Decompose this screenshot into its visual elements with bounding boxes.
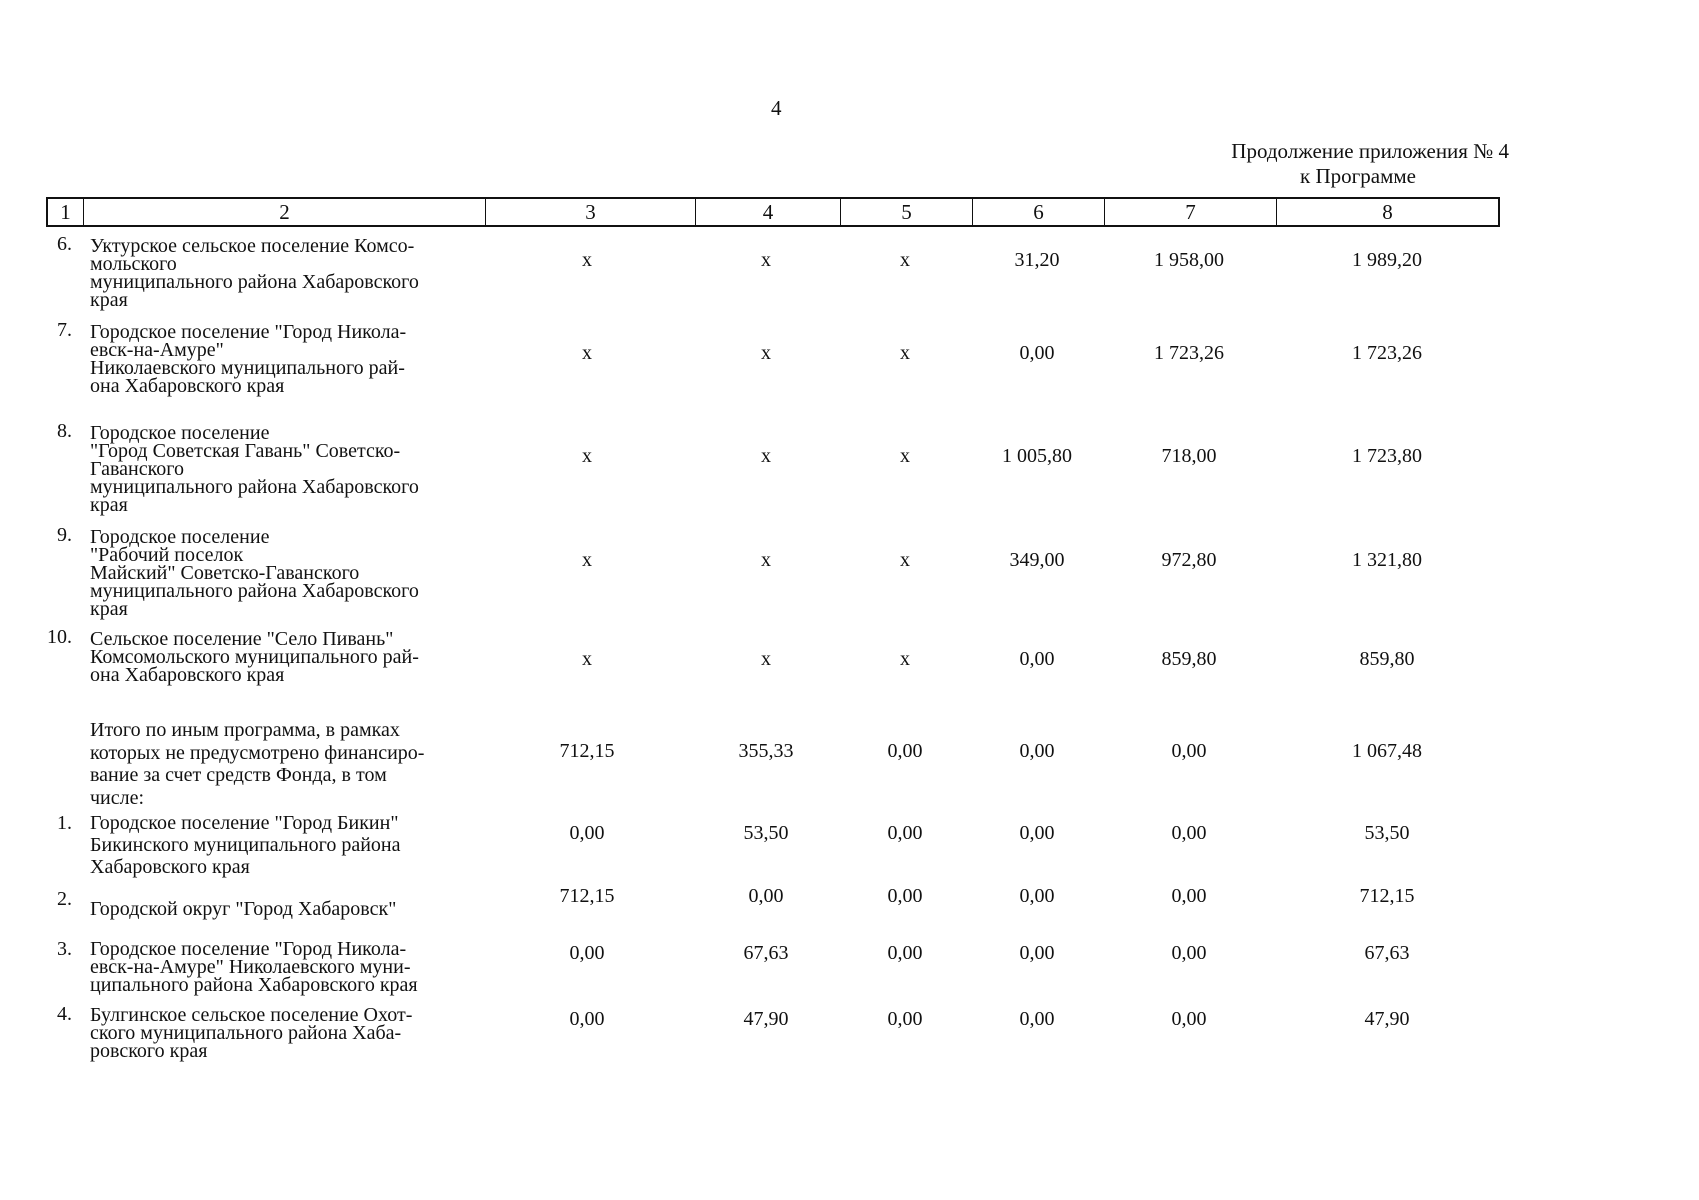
cell-col-3: х [582,342,592,364]
cell-col-6: 0,00 [1019,822,1055,844]
cell-col-4: 53,50 [743,822,789,844]
cell-col-3: х [582,549,592,571]
cell-col-5: х [900,249,910,271]
row-name: Городское поселение "Рабочий поселок Майский" Советско-Гаванского муниципального района Хабаровского края [90,526,419,620]
cell-col-7: 859,80 [1161,648,1217,670]
row-number: 6. [57,233,72,255]
cell-col-5: х [900,648,910,670]
cell-col-5: 0,00 [887,1008,923,1030]
cell-col-6: 1 005,80 [1002,445,1072,467]
cell-col-7: 0,00 [1171,885,1207,907]
cell-col-8: 1 989,20 [1352,249,1422,271]
header-cell-8: 8 [1382,199,1393,224]
cell-col-5: 0,00 [887,885,923,907]
cell-col-5: х [900,445,910,467]
cell-col-4: х [761,648,771,670]
row-name: Булгинское сельское поселение Охот- ского муниципального района Хаба- ровского края [90,1004,413,1062]
cell-col-5: 0,00 [887,942,923,964]
row-name: Городское поселение "Город Советская Гавань" Советско- Гаванского муниципального района Хабаровского края [90,422,419,516]
cell-col-8: 1 723,26 [1352,342,1422,364]
header-cell-7: 7 [1105,199,1277,225]
row-number: 9. [57,524,72,546]
row-number: 8. [57,420,72,442]
cell-col-3: 0,00 [569,942,605,964]
cell-col-3: 0,00 [569,822,605,844]
header-cell-5: 5 [841,199,973,225]
cell-col-8: 53,50 [1364,822,1410,844]
cell-col-4: х [761,445,771,467]
cell-col-7: 972,80 [1161,549,1217,571]
cell-col-7: 0,00 [1171,942,1207,964]
row-name: Итого по иным программа, в рамках которых не предусмотрено финансиро- вание за счет средств Фонда, в том числе: [90,719,425,809]
cell-col-3: 712,15 [559,885,615,907]
cell-col-6: 31,20 [1014,249,1060,271]
cell-col-7: 0,00 [1171,740,1207,762]
cell-col-6: 0,00 [1019,740,1055,762]
cell-col-8: 1 321,80 [1352,549,1422,571]
cell-col-3: х [582,249,592,271]
cell-col-7: 718,00 [1161,445,1217,467]
cell-col-4: 0,00 [748,885,784,907]
row-number: 3. [57,938,72,960]
row-number: 10. [47,626,72,648]
header-cell-4: 4 [696,199,841,225]
column-number-header [46,197,1500,227]
cell-col-6: 0,00 [1019,885,1055,907]
cell-col-4: 47,90 [743,1008,789,1030]
row-name: Городское поселение "Город Бикин" Бикинского муниципального района Хабаровского края [90,812,401,878]
cell-col-7: 1 723,26 [1154,342,1224,364]
cell-col-6: 0,00 [1019,342,1055,364]
cell-col-6: 349,00 [1009,549,1065,571]
cell-col-7: 0,00 [1171,822,1207,844]
cell-col-3: 0,00 [569,1008,605,1030]
appendix-line-2: к Программе [1300,164,1416,188]
row-name: Уктурское сельское поселение Комсо- мольского муниципального района Хабаровского края [90,235,419,311]
cell-col-4: х [761,249,771,271]
cell-col-4: 67,63 [743,942,789,964]
header-cell-2: 2 [84,199,486,225]
header-cell-6: 6 [973,199,1105,225]
cell-col-8: 67,63 [1364,942,1410,964]
cell-col-6: 0,00 [1019,1008,1055,1030]
row-name: Городское поселение "Город Никола- евск-на-Амуре" Николаевского муниципального рай- она Хабаровского края [90,321,407,397]
cell-col-7: 1 958,00 [1154,249,1224,271]
row-number: 4. [57,1003,72,1025]
row-name: Городской округ "Город Хабаровск" [90,898,397,920]
row-number: 1. [57,812,72,834]
cell-col-6: 0,00 [1019,942,1055,964]
header-cell-3: 3 [486,199,696,225]
cell-col-4: х [761,342,771,364]
cell-col-7: 0,00 [1171,1008,1207,1030]
cell-col-5: 0,00 [887,740,923,762]
row-number: 7. [57,319,72,341]
row-number: 2. [57,888,72,910]
appendix-note [1100,139,1509,189]
cell-col-4: х [761,549,771,571]
cell-col-4: 355,33 [738,740,794,762]
page-number: 4 [771,96,782,120]
cell-col-5: 0,00 [887,822,923,844]
cell-col-6: 0,00 [1019,648,1055,670]
cell-col-5: х [900,342,910,364]
row-name: Городское поселение "Город Никола- евск-на-Амуре" Николаевского муни- ципального района Хабаровского края [90,938,418,996]
cell-col-8: 1 067,48 [1352,740,1422,762]
cell-col-8: 859,80 [1359,648,1415,670]
cell-col-8: 712,15 [1359,885,1415,907]
cell-col-8: 47,90 [1364,1008,1410,1030]
cell-col-3: х [582,445,592,467]
cell-col-3: х [582,648,592,670]
appendix-line-1: Продолжение приложения № 4 [1231,139,1509,163]
header-cell-1: 1 [48,199,84,225]
cell-col-3: 712,15 [559,740,615,762]
row-name: Сельское поселение "Село Пивань" Комсомольского муниципального рай- она Хабаровского края [90,628,419,686]
cell-col-8: 1 723,80 [1352,445,1422,467]
cell-col-5: х [900,549,910,571]
